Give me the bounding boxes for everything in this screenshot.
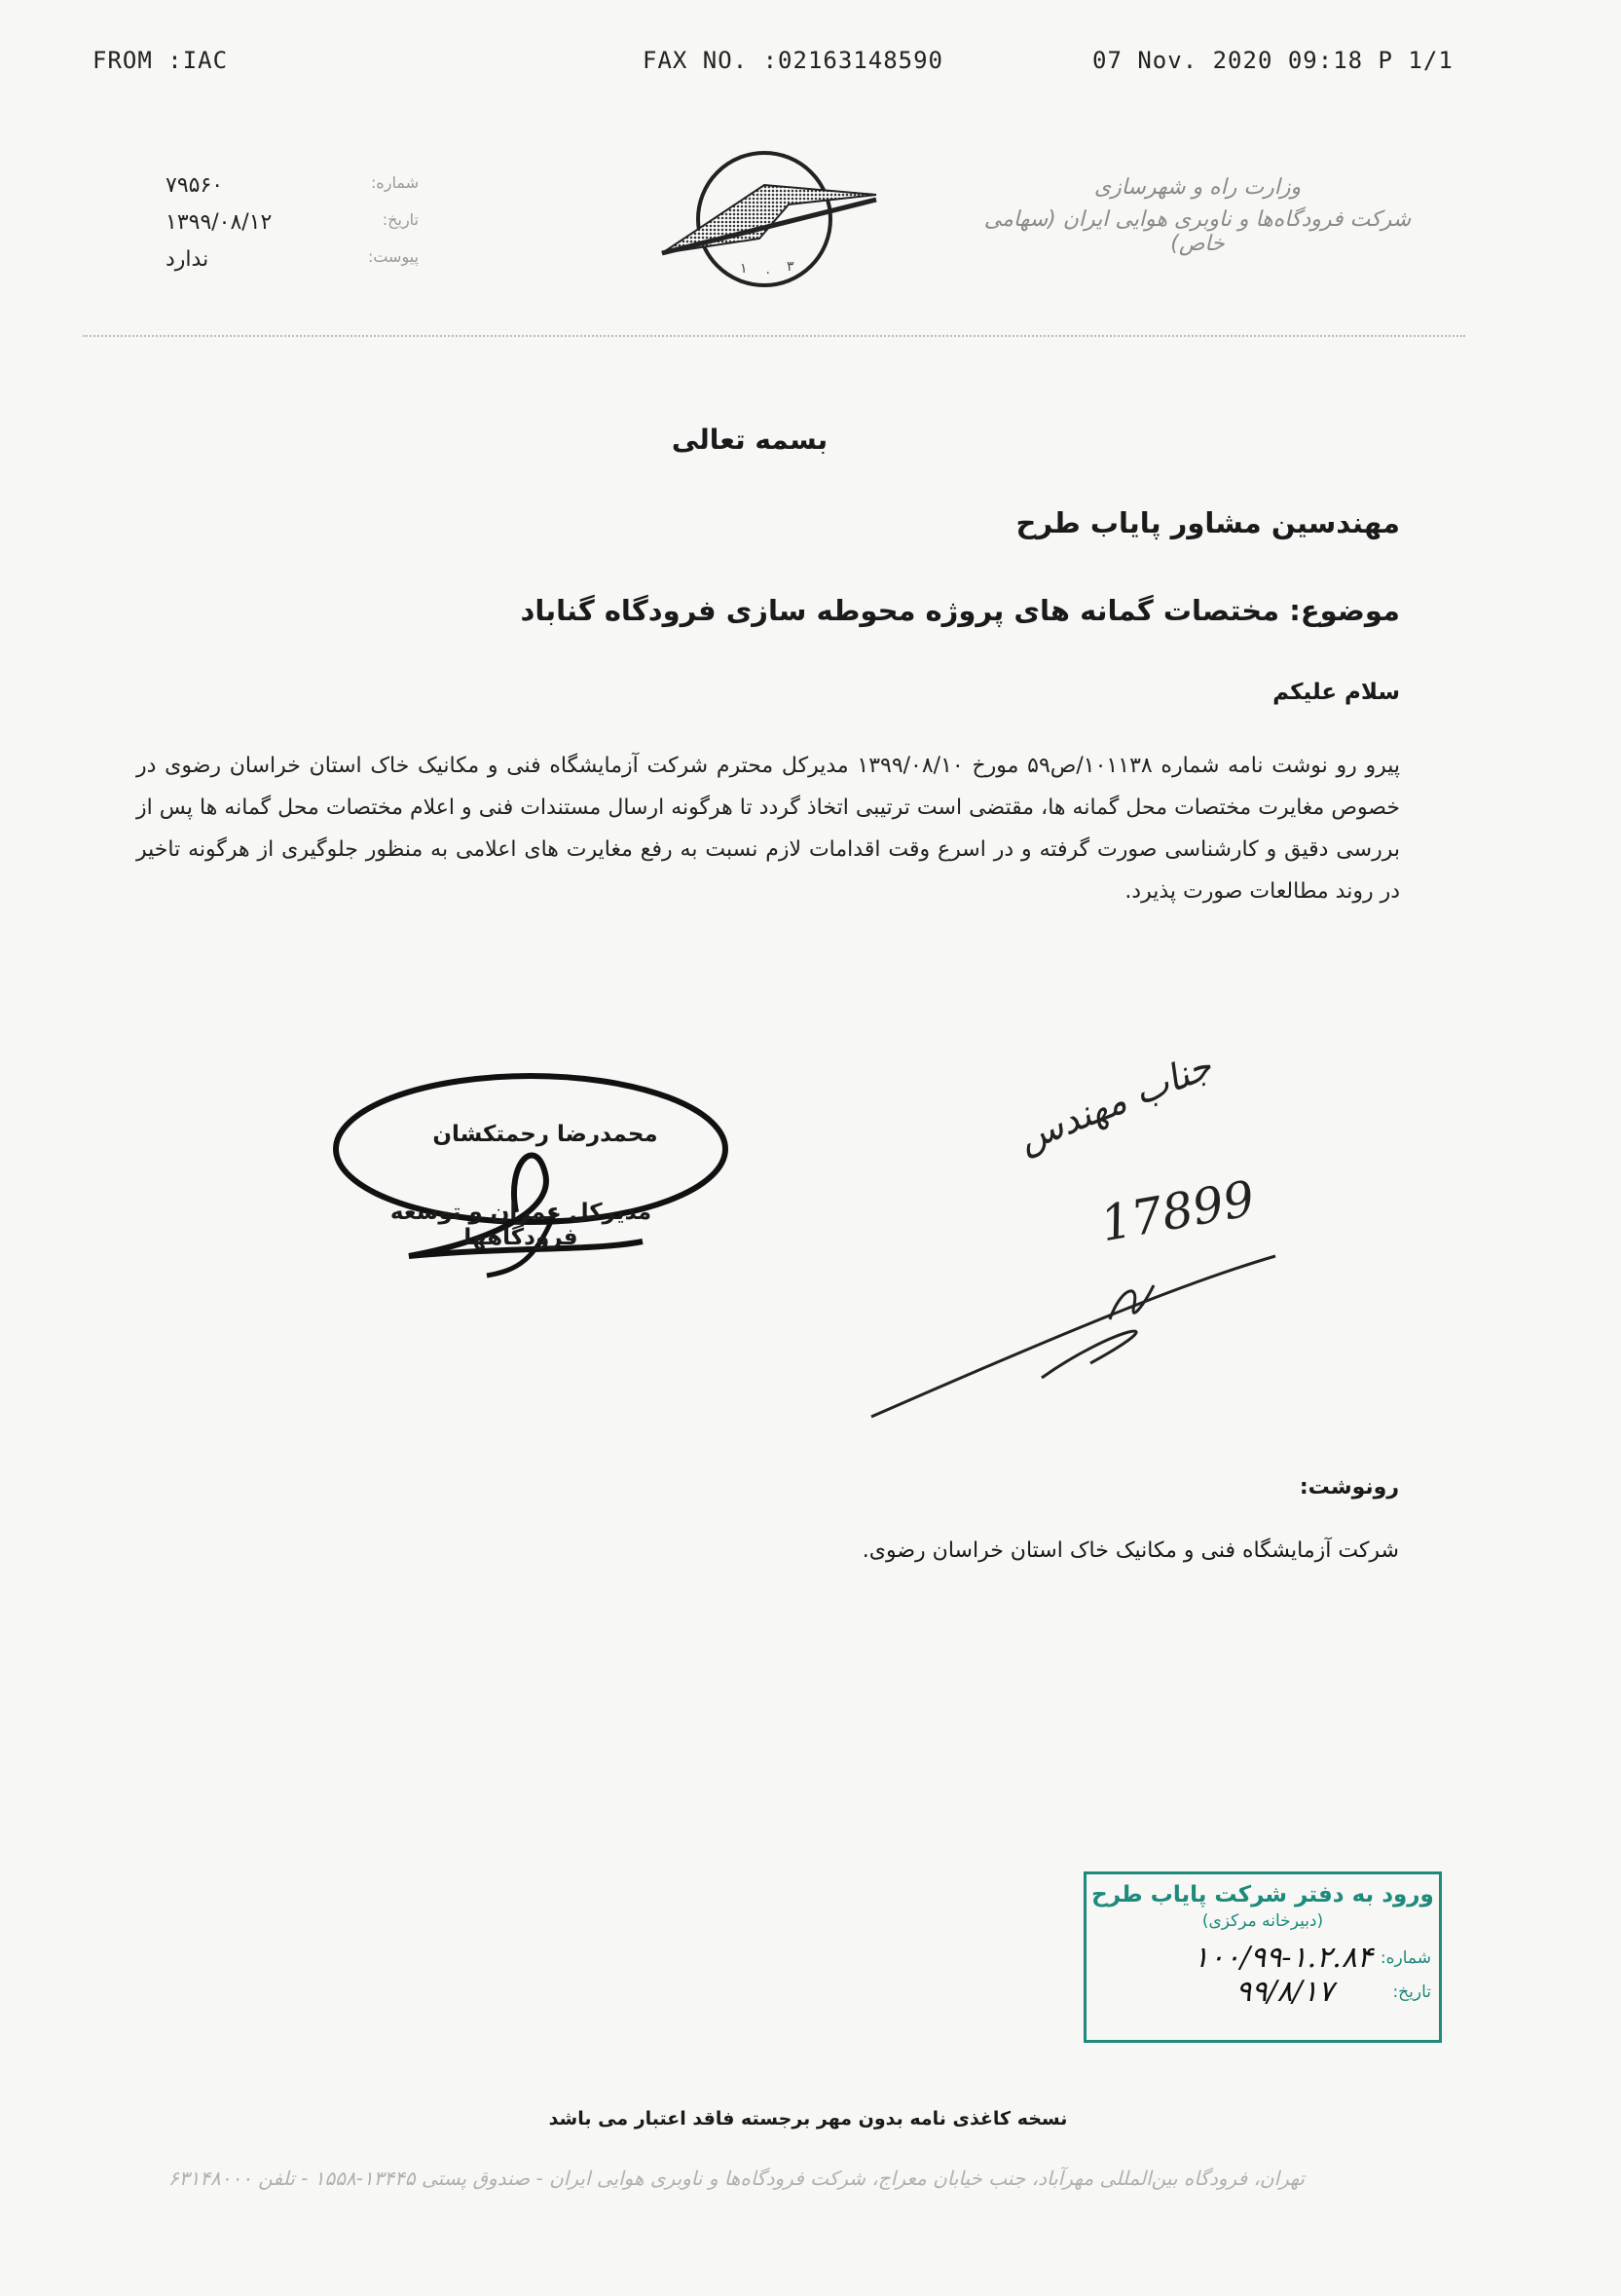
svg-text:۳: ۳	[787, 259, 794, 275]
basmala: بسمه تعالی	[671, 424, 829, 456]
fax-from: FROM :IAC	[92, 47, 229, 74]
fax-datetime: 07 Nov. 2020 09:18 P 1/1	[1092, 47, 1454, 74]
signatory-title: مدیرکل عمران و توسعه فرودگاهها	[389, 1200, 652, 1250]
receipt-stamp-date: ۹۹/۸/۱۷	[1235, 1975, 1334, 2009]
letter-date-row	[166, 210, 419, 247]
fax-number: FAX NO. :02163148590	[643, 47, 943, 74]
signatory-name: محمدرضا رحمتکشان	[432, 1122, 658, 1147]
recipient: مهندسین مشاور پایاب طرح	[1015, 506, 1400, 539]
org-header-company: شرکت فرودگاه‌ها و ناوبری هوایی ایران (سهامی خاص)	[983, 207, 1412, 256]
receipt-stamp-date-label: تاریخ:	[1392, 1981, 1431, 2002]
org-header	[964, 175, 1431, 256]
letter-attachment: ندارد	[166, 247, 209, 272]
letter-date: ۱۳۹۹/۰۸/۱۲	[166, 210, 273, 235]
org-header-ministry: وزارت راه و شهرسازی	[1093, 175, 1302, 200]
cc-recipient: شرکت آزمایشگاه فنی و مکانیک خاک استان خراسان رضوی.	[862, 1538, 1399, 1563]
cc-label: رونوشت:	[1299, 1475, 1399, 1500]
letter-meta	[166, 173, 419, 284]
letter-number-label: شماره:	[370, 173, 419, 192]
footer-address: تهران، فرودگاه بین‌المللی مهرآباد، جنب خیابان معراج، شرکت فرودگاه‌ها و ناوبری هوایی ایران - صندوق پستی ۱۳۴۴۵-۱۵۵۸ - تلفن ۶۳۱۴۸۰۰۰	[167, 2166, 1305, 2190]
receipt-stamp-number: ۱۰۰/۹۹-۱.۲.۸۴	[1193, 1941, 1373, 1975]
receipt-stamp-date-row	[1087, 1975, 1439, 2009]
letter-number-row	[166, 173, 419, 210]
receipt-stamp	[1084, 1871, 1442, 2043]
letter-attachment-label: پیوست:	[367, 247, 419, 266]
handwritten-note: جناب مهندس	[1012, 1044, 1218, 1161]
header-divider	[83, 335, 1465, 337]
greeting: سلام علیکم	[1272, 680, 1400, 705]
letter-body: پیرو رو نوشت نامه شماره ۱۰۱۱۳۸/ص۵۹ مورخ ۱۳۹۹/۰۸/۱۰ مدیرکل محترم شرکت آزمایشگاه فنی و مکانیک خاک استان خراسان رضوی در خصوص مغایرت مختصات محل گمانه ها، مقتضی است ترتیبی اتخاذ گردد تا هرگونه ارسال مستندات فنی و اعلام مختصات محل گمانه ها پس از بررسی دقیق و کارشناسی صورت گرفته و در اسرع وقت اقدامات لازم نسبت به رفع مغایرت های اعلامی به منظور جلوگیری از هرگونه تاخیر در روند مطالعات صورت پذیرد.	[136, 754, 1400, 904]
svg-text:۰: ۰	[764, 265, 772, 280]
letter-number: ۷۹۵۶۰	[166, 173, 224, 198]
handwritten-initial-signature	[866, 1251, 1285, 1426]
receipt-stamp-subtitle: (دبیرخانه مرکزی)	[1201, 1911, 1324, 1931]
letter-date-label: تاریخ:	[382, 210, 419, 229]
svg-text:۱: ۱	[740, 261, 748, 277]
receipt-stamp-title: ورود به دفتر شرکت پایاب طرح	[1091, 1882, 1434, 1907]
letter-attachment-row	[166, 247, 419, 284]
footer-notice: نسخه کاغذی نامه بدون مهر برجسته فاقد اعتبار می باشد	[548, 2108, 1068, 2129]
receipt-stamp-number-row	[1087, 1941, 1439, 1975]
receipt-stamp-number-label: شماره:	[1380, 1947, 1431, 1968]
subject: موضوع: مختصات گمانه های پروژه محوطه سازی فرودگاه گناباد	[520, 594, 1400, 627]
handwritten-number: 17899	[1096, 1169, 1259, 1253]
company-logo	[643, 146, 886, 292]
